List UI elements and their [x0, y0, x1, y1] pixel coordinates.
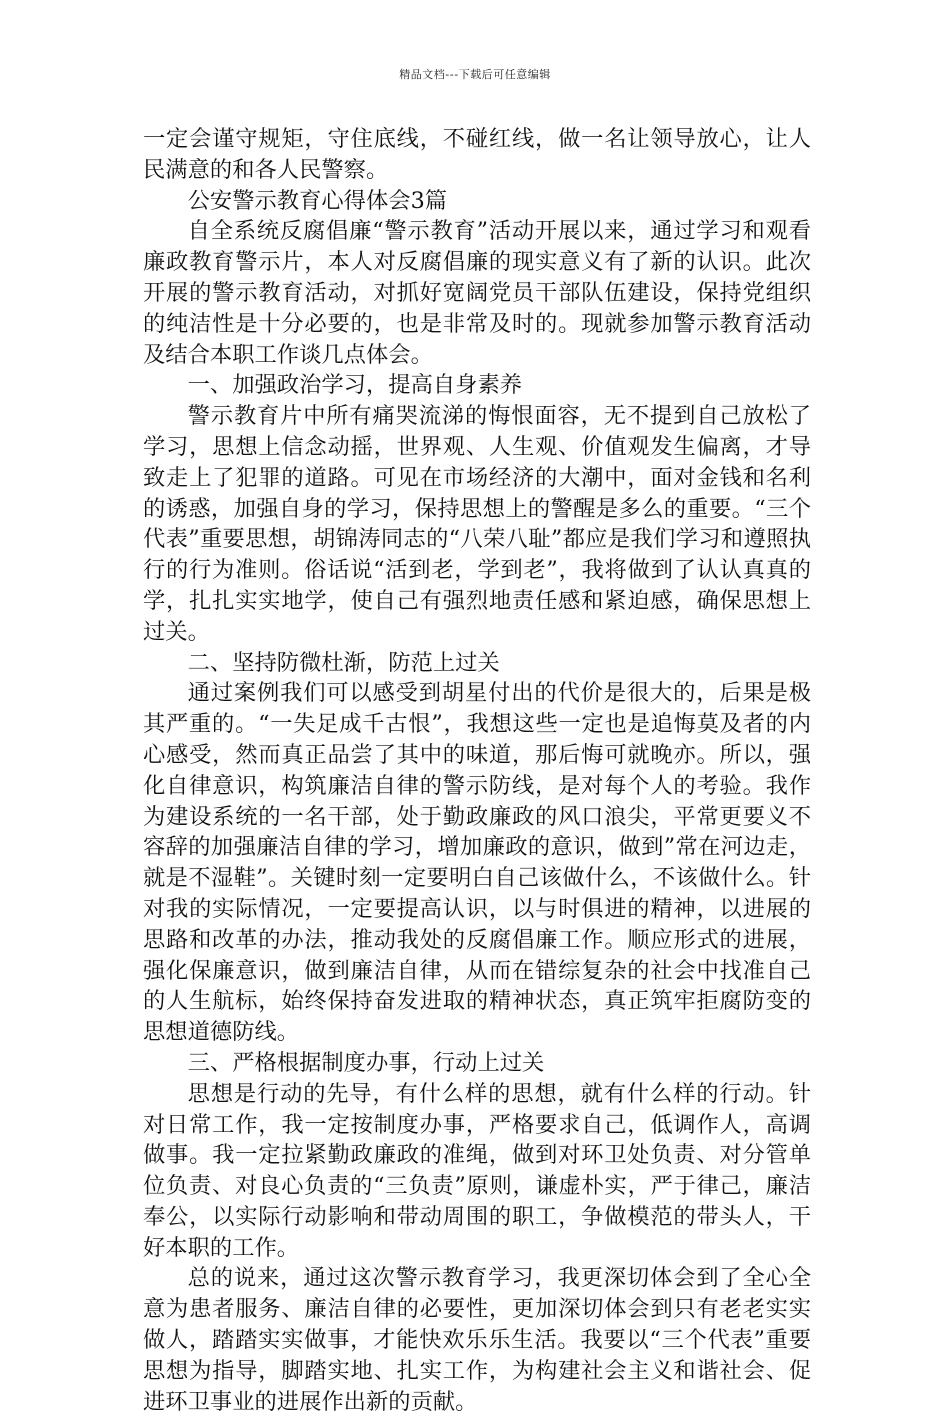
- section-heading-3: 三、严格根据制度办事，行动上过关: [187, 1049, 545, 1076]
- page-header: 精品文档---下载后可任意编辑: [399, 68, 551, 81]
- section-heading-2: 二、坚持防微杜渐，防范上过关: [187, 649, 500, 676]
- paragraph-section-2: 通过案例我们可以感受到胡星付出的代价是很大的，后果是极其严重的。“一失足成千古恨”，我想这些一定也是追悔莫及者的内心感受，然而真正品尝了其中的味道，那后悔可就晚亦。所以，强化自律意识，构筑廉洁自律的警示防线，是对每个人的考验。我作为建设系统的一名干部，处于勤政廉政的风口浪尖，平常更要义不容辞的加强廉洁自律的学习，增加廉政的意识，做到”常在河边走，就是不湿鞋”。关键时刻一定要明白自己该做什么，不该做什么。针对我的实际情况，一定要提高认识，以与时俱进的精神，以进展的思路和改革的办法，推动我处的反腐倡廉工作。顺应形式的进展，强化保廉意识，做到廉洁自律，从而在错综复杂的社会中找准自己的人生航标，始终保持奋发进取的精神状态，真正筑牢拒腐防变的思想道德防线。: [143, 680, 811, 1046]
- paragraph-conclusion: 总的说来，通过这次警示教育学习，我更深切体会到了全心全意为患者服务、廉洁自律的必要性，更加深切体会到只有老老实实做人，踏踏实实做事，才能快欢乐乐生活。我要以“三个代表”重要思想为指导，脚踏实地、扎实工作，为构建社会主义和谐社会、促进环卫事业的进展作出新的贡献。: [143, 1265, 811, 1415]
- paragraph-continuation: 一定会谨守规矩，守住底线，不碰红线，做一名让领导放心，让人民满意的和各人民警察。: [143, 126, 811, 183]
- paragraph-intro: 自全系统反腐倡廉“警示教育”活动开展以来，通过学习和观看廉政教育警示片，本人对反腐倡廉的现实意义有了新的认识。此次开展的警示教育活动，对抓好宽阔党员干部队伍建设，保持党组织的纯洁性是十分必要的，也是非常及时的。现就参加警示教育活动及结合本职工作谈几点体会。: [143, 218, 811, 368]
- paragraph-section-1: 警示教育片中所有痛哭流涕的悔恨面容，无不提到自己放松了学习，思想上信念动摇，世界观、人生观、价值观发生偏离，才导致走上了犯罪的道路。可见在市场经济的大潮中，面对金钱和名利的诱惑，加强自身的学习，保持思想上的警醒是多么的重要。“三个代表”重要思想，胡锦涛同志的“八荣八耻”都应是我们学习和遵照执行的行为准则。俗话说“活到老，学到老”，我将做到了认认真真的学，扎扎实实地学，使自己有强烈地责任感和紧迫感，确保思想上过关。: [143, 403, 811, 645]
- paragraph-section-3: 思想是行动的先导，有什么样的思想，就有什么样的行动。针对日常工作，我一定按制度办事，严格要求自己，低调作人，高调做事。我一定拉紧勤政廉政的准绳，做到对环卫处负责、对分管单位负责、对良心负责的“三负责”原则，谦虚朴实，严于律己，廉洁奉公，以实际行动影响和带动周围的职工，争做模范的带头人，干好本职的工作。: [143, 1080, 811, 1261]
- document-body: [143, 124, 811, 1417]
- section-heading-1: 一、加强政治学习，提高自身素养: [187, 372, 523, 399]
- document-title: 公安警示教育心得体会3篇: [187, 187, 448, 214]
